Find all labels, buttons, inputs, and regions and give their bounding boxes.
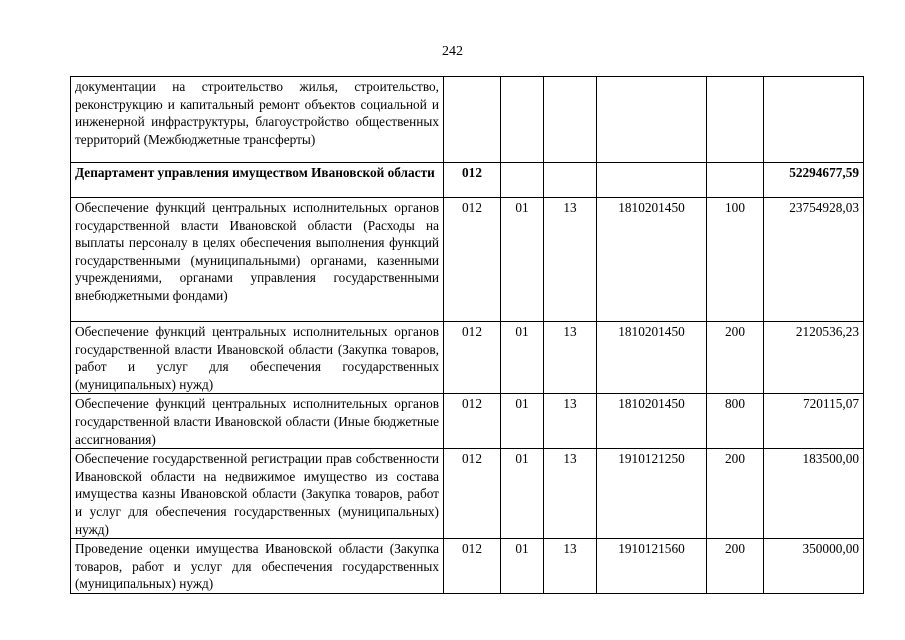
row-ministry-code: 012 (444, 449, 501, 539)
page-number: 242 (442, 44, 463, 59)
row-description: Обеспечение функций центральных исполнительных органов государственной власти Ивановской области (Расходы на выплаты персоналу в целях обеспечения выполнения функций государственными (муниципальными) органами, казенными учреждениями, органами управления государственными внебюджетными фондами) (71, 198, 444, 322)
table-row (71, 394, 864, 449)
row-expense-type: 200 (707, 449, 764, 539)
row-ministry-code: 012 (444, 163, 501, 198)
row-expense-type: 200 (707, 539, 764, 594)
row-ministry-code (444, 77, 501, 163)
table-row (71, 322, 864, 394)
row-ministry-code: 012 (444, 394, 501, 449)
budget-table (70, 76, 864, 594)
row-target-code: 1910121250 (597, 449, 707, 539)
row-target-code (597, 163, 707, 198)
row-amount: 52294677,59 (764, 163, 864, 198)
row-description: документации на строительство жилья, строительство, реконструкцию и капитальный ремонт объектов социальной и инженерной инфраструктуры, благоустройство общественных территорий (Межбюджетные трансферты) (71, 77, 444, 163)
row-subsection-code: 13 (544, 449, 597, 539)
row-subsection-code: 13 (544, 394, 597, 449)
table-row (71, 198, 864, 322)
row-target-code: 1810201450 (597, 322, 707, 394)
row-expense-type (707, 163, 764, 198)
row-description: Обеспечение государственной регистрации прав собственности Ивановской области на недвижимое имущество из состава имущества казны Ивановской области (Закупка товаров, работ и услуг для обеспечения государственных (муниципальных) нужд) (71, 449, 444, 539)
row-expense-type (707, 77, 764, 163)
row-subsection-code: 13 (544, 198, 597, 322)
table-body (71, 77, 864, 594)
table-row (71, 77, 864, 163)
row-expense-type: 100 (707, 198, 764, 322)
table-row (71, 449, 864, 539)
row-target-code: 1810201450 (597, 198, 707, 322)
row-section-code: 01 (501, 322, 544, 394)
row-ministry-code: 012 (444, 198, 501, 322)
table-row (71, 539, 864, 594)
row-description: Департамент управления имуществом Ивановской области (71, 163, 444, 198)
row-target-code: 1810201450 (597, 394, 707, 449)
row-section-code (501, 163, 544, 198)
row-description: Обеспечение функций центральных исполнительных органов государственной власти Ивановской области (Иные бюджетные ассигнования) (71, 394, 444, 449)
row-target-code: 1910121560 (597, 539, 707, 594)
row-amount: 23754928,03 (764, 198, 864, 322)
row-ministry-code: 012 (444, 322, 501, 394)
row-amount (764, 77, 864, 163)
row-amount: 2120536,23 (764, 322, 864, 394)
row-section-code: 01 (501, 198, 544, 322)
row-ministry-code: 012 (444, 539, 501, 594)
row-section-code: 01 (501, 449, 544, 539)
row-subsection-code (544, 163, 597, 198)
row-subsection-code: 13 (544, 322, 597, 394)
row-amount: 350000,00 (764, 539, 864, 594)
table-row (71, 163, 864, 198)
row-section-code (501, 77, 544, 163)
row-target-code (597, 77, 707, 163)
row-section-code: 01 (501, 394, 544, 449)
row-description: Обеспечение функций центральных исполнительных органов государственной власти Ивановской области (Закупка товаров, работ и услуг для обеспечения государственных (муниципальных) нужд) (71, 322, 444, 394)
row-subsection-code: 13 (544, 539, 597, 594)
row-amount: 183500,00 (764, 449, 864, 539)
row-section-code: 01 (501, 539, 544, 594)
row-description: Проведение оценки имущества Ивановской области (Закупка товаров, работ и услуг для обеспечения государственных (муниципальных) нужд) (71, 539, 444, 594)
row-amount: 720115,07 (764, 394, 864, 449)
row-subsection-code (544, 77, 597, 163)
row-expense-type: 800 (707, 394, 764, 449)
row-expense-type: 200 (707, 322, 764, 394)
